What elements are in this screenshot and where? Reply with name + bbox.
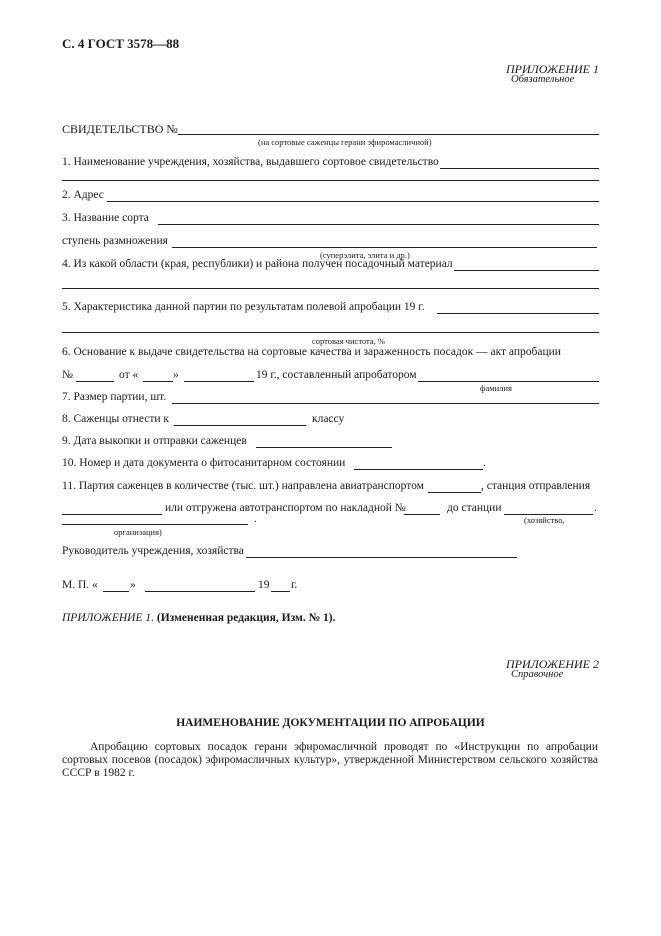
item-10-line[interactable] (354, 469, 483, 470)
item-6-quote: » (173, 369, 179, 381)
purity-hint: сортовая чистота, % (312, 336, 385, 346)
act-month-line[interactable] (184, 381, 254, 382)
item-9-label: 9. Дата выкопки и отправки саженцев (62, 435, 247, 447)
head-label: Руководитель учреждения, хозяйства (62, 545, 244, 557)
item-6-number-sign: № (62, 369, 73, 381)
act-day-line[interactable] (143, 381, 173, 382)
waybill-number-line[interactable] (404, 514, 440, 515)
stamp-month-line[interactable] (145, 591, 255, 592)
item-1-line-2[interactable] (62, 180, 599, 181)
stamp-year: 19 (258, 579, 270, 591)
item-2-label: 2. Адрес (62, 189, 104, 201)
departure-station-line[interactable] (62, 514, 162, 515)
item-4-line-2[interactable] (62, 288, 599, 289)
item-4-line[interactable] (454, 270, 599, 271)
stage-hint: (суперэлита, элита и др.) (320, 250, 410, 260)
item-11-dot2: . (254, 513, 257, 525)
item-8-label: 8. Саженцы отнести к (62, 413, 169, 425)
amendment-text: (Измененная редакция, Изм. № 1). (156, 612, 336, 624)
item-5-line-2[interactable] (62, 332, 599, 333)
item-5-line[interactable] (437, 313, 599, 314)
item-11-station: , станция отправления (481, 480, 591, 492)
org-hint: организация) (114, 527, 162, 537)
item-11-auto: или отгружена автотранспортом по накладной № (165, 502, 406, 514)
section-body: Апробацию сортовых посадок герани эфиромасличной проводят по «Инструкции по апробации сортовых посевов (посадок) эфиромасличных культур», утвержденной Министерством сельского хозяйства СССР в 1982 г. (62, 741, 598, 779)
certificate-title: СВИДЕТЕЛЬСТВО № (62, 122, 178, 136)
item-6-label: 6. Основание к выдаче свидетельства на сортовые качества и зараженность посадок — акт апробации (62, 346, 561, 358)
item-5-label: 5. Характеристика данной партии по результатам полевой апробации 19 г. (62, 301, 425, 313)
stage-line[interactable] (172, 247, 597, 248)
item-11-to: до станции (447, 502, 502, 514)
inspector-line[interactable] (418, 381, 599, 382)
item-7-label: 7. Размер партии, шт. (62, 391, 167, 403)
item-4-label: 4. Из какой области (края, республики) и района получен посадочный материал (62, 258, 453, 270)
act-number-line[interactable] (76, 381, 114, 382)
amendment-note (62, 613, 336, 625)
air-quantity-line[interactable] (428, 492, 481, 493)
item-2-line[interactable] (107, 201, 599, 202)
head-signature-line[interactable] (246, 557, 517, 558)
certificate-number-line[interactable] (178, 134, 599, 135)
item-3-line[interactable] (158, 224, 599, 225)
recipient-line[interactable] (62, 524, 248, 525)
stamp-mp: М. П. « (62, 579, 98, 591)
item-3-label: 3. Название сорта (62, 212, 149, 224)
item-8-line[interactable] (174, 425, 306, 426)
item-1-label: 1. Наименование учреждения, хозяйства, выдавшего сортовое свидетельство (62, 156, 439, 168)
item-10-end: . (483, 457, 486, 469)
item-10-label: 10. Номер и дата документа о фитосанитарном состоянии (62, 457, 346, 469)
item-7-line[interactable] (172, 403, 599, 404)
appendix2-label: ПРИЛОЖЕНИЕ 2 (506, 657, 599, 671)
certificate-hint: (на сортовые саженцы герани эфиромасличной) (258, 137, 432, 147)
item-11-label: 11. Партия саженцев в количестве (тыс. шт.) направлена авиатранспортом (62, 480, 424, 492)
item-6-year: 19 г., составленный апробатором (256, 369, 417, 381)
appendix2-status: Справочное (511, 669, 564, 680)
stage-label: ступень размножения (62, 235, 168, 247)
appendix1-status: Обязательное (511, 74, 575, 85)
stamp-day-line[interactable] (103, 591, 129, 592)
stamp-year-line[interactable] (271, 591, 290, 592)
section-title: НАИМЕНОВАНИЕ ДОКУМЕНТАЦИИ ПО АПРОБАЦИИ (176, 717, 485, 729)
farm-hint: (хозяйство, (524, 515, 565, 525)
item-8-tail: классу (312, 413, 345, 425)
amendment-label: ПРИЛОЖЕНИЕ 1. (62, 612, 154, 624)
item-11-dot: . (594, 502, 597, 514)
item-1-line[interactable] (440, 168, 599, 169)
surname-hint: фамилия (480, 383, 512, 393)
item-9-line[interactable] (256, 447, 392, 448)
stamp-quote: » (130, 579, 136, 591)
page-header: С. 4 ГОСТ 3578—88 (62, 36, 180, 51)
appendix1-label: ПРИЛОЖЕНИЕ 1 (506, 62, 599, 76)
stamp-g: г. (291, 579, 298, 591)
item-6-from: от « (119, 369, 139, 381)
